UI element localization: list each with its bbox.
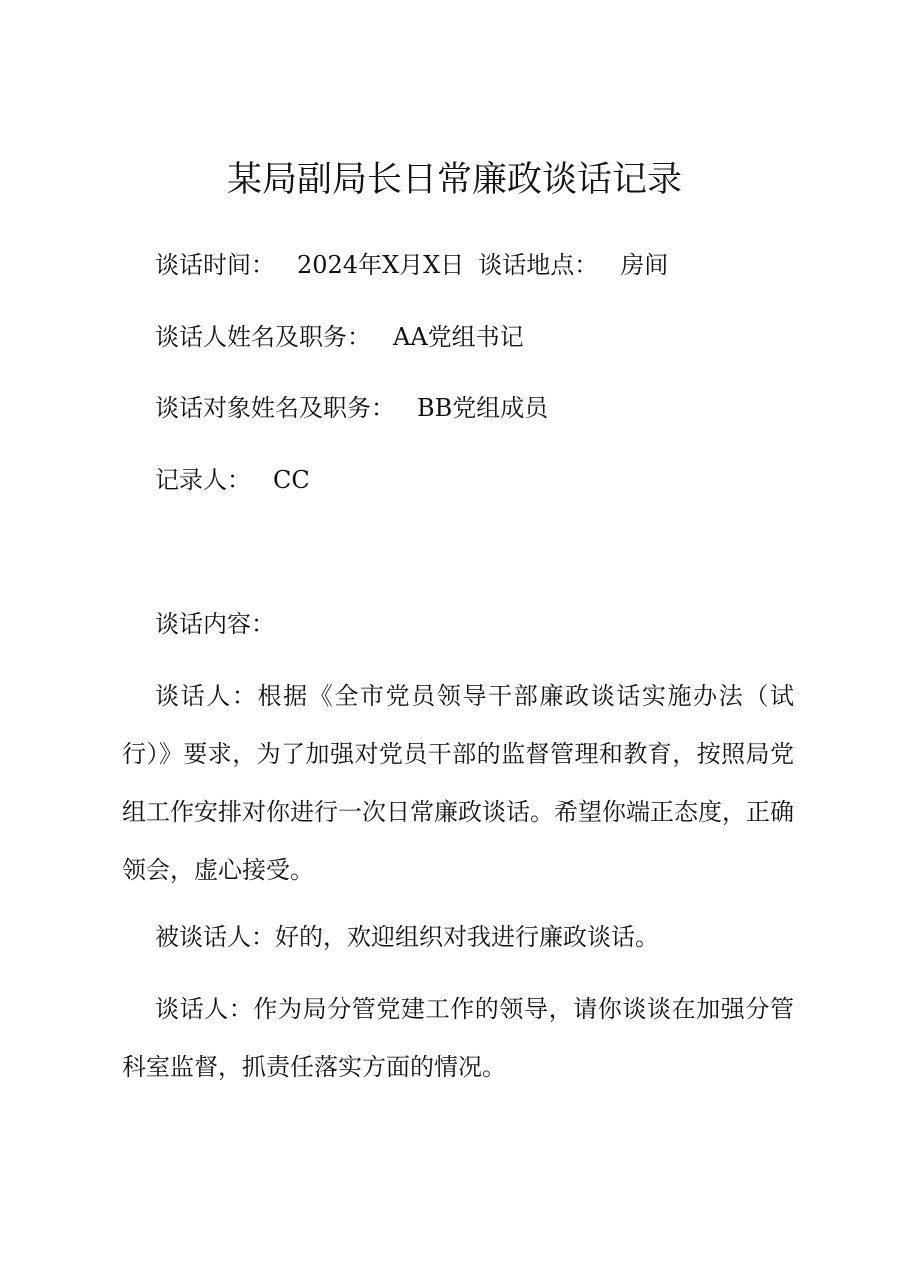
time-place-line: [155, 248, 835, 282]
subject-label: 谈话对象姓名及职务：: [155, 394, 395, 422]
document-title: 某局副局长日常廉政谈话记录: [226, 160, 682, 200]
time-value: 2024年X月X日: [297, 251, 465, 279]
recorder-value: CC: [273, 466, 310, 494]
place-value: 房间: [620, 251, 669, 279]
subject-value: BB党组成员: [417, 394, 549, 422]
subject-line: [155, 391, 835, 425]
talker-value: AA党组书记: [393, 323, 524, 351]
recorder-label: 记录人：: [155, 466, 251, 494]
talker-line: [155, 320, 835, 354]
content-heading: 谈话内容：: [155, 610, 275, 638]
time-label: 谈话时间：: [155, 251, 275, 279]
paragraph-3: 谈话人：作为局分管党建工作的领导，请你谈谈在加强分管科室监督，抓责任落实方面的情况。: [122, 995, 794, 1081]
paragraph-1: 谈话人：根据《全市党员领导干部廉政谈话实施办法（试行）》要求，为了加强对党员干部的监督管理和教育，按照局党组工作安排对你进行一次日常廉政谈话。希望你端正态度，正确领会，虚心接受。: [122, 682, 794, 884]
paragraph-2: 被谈话人：好的，欢迎组织对我进行廉政谈话。: [155, 923, 659, 951]
talker-label: 谈话人姓名及职务：: [155, 323, 371, 351]
place-label: 谈话地点：: [478, 251, 599, 279]
recorder-line: [155, 463, 835, 497]
